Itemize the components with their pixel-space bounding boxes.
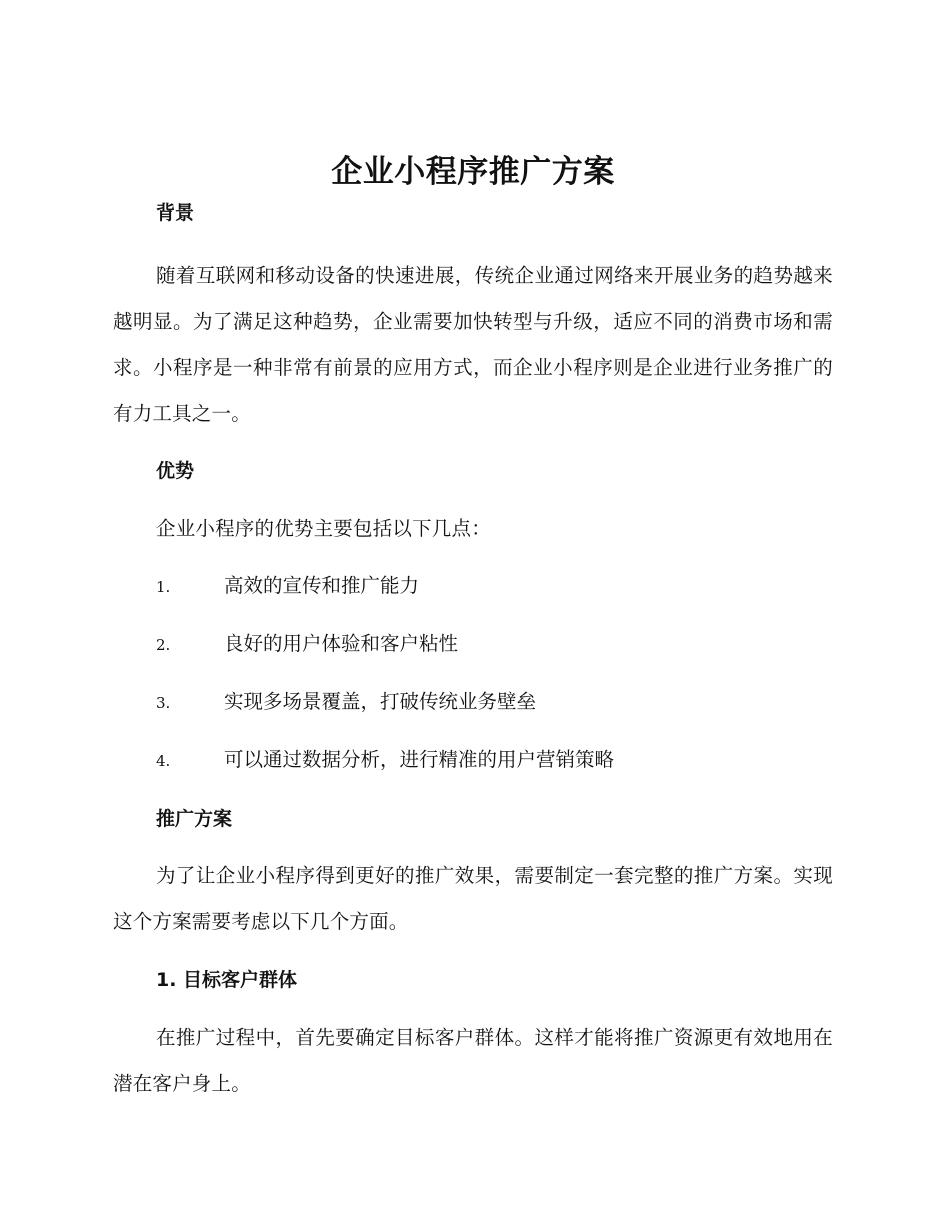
document-page	[113, 150, 833, 1107]
section-heading-advantages: 优势	[156, 460, 195, 482]
list-item-text: 实现多场景覆盖，打破传统业务壁垒	[224, 690, 537, 713]
list-item	[113, 629, 833, 660]
advantages-intro: 企业小程序的优势主要包括以下几点：	[156, 517, 491, 540]
list-item-number: 4.	[156, 752, 171, 770]
section-heading-target: 1. 目标客户群体	[156, 969, 298, 991]
list-item-number: 1.	[156, 578, 171, 596]
list-item-number: 3.	[156, 694, 171, 712]
target-paragraph: 在推广过程中，首先要确定目标客户群体。这样才能将推广资源更有效地用在潜在客户身上。	[113, 1026, 833, 1095]
list-item-text: 高效的宣传和推广能力	[224, 574, 420, 597]
list-item	[113, 571, 833, 602]
section-heading-plan: 推广方案	[156, 808, 233, 830]
list-item	[113, 745, 833, 776]
list-item-text: 良好的用户体验和客户粘性	[224, 632, 459, 655]
list-item-number: 2.	[156, 636, 171, 654]
document-title: 企业小程序推广方案	[331, 154, 615, 190]
list-item	[113, 687, 833, 718]
advantages-list	[113, 571, 833, 776]
plan-paragraph: 为了让企业小程序得到更好的推广效果，需要制定一套完整的推广方案。实现这个方案需要考虑以下几个方面。	[113, 864, 833, 933]
section-heading-background: 背景	[156, 202, 195, 224]
list-item-text: 可以通过数据分析，进行精准的用户营销策略	[224, 748, 615, 771]
background-paragraph: 随着互联网和移动设备的快速进展，传统企业通过网络来开展业务的趋势越来越明显。为了满足这种趋势，企业需要加快转型与升级，适应不同的消费市场和需求。小程序是一种非常有前景的应用方式，而企业小程序则是企业进行业务推广的有力工具之一。	[113, 264, 833, 425]
